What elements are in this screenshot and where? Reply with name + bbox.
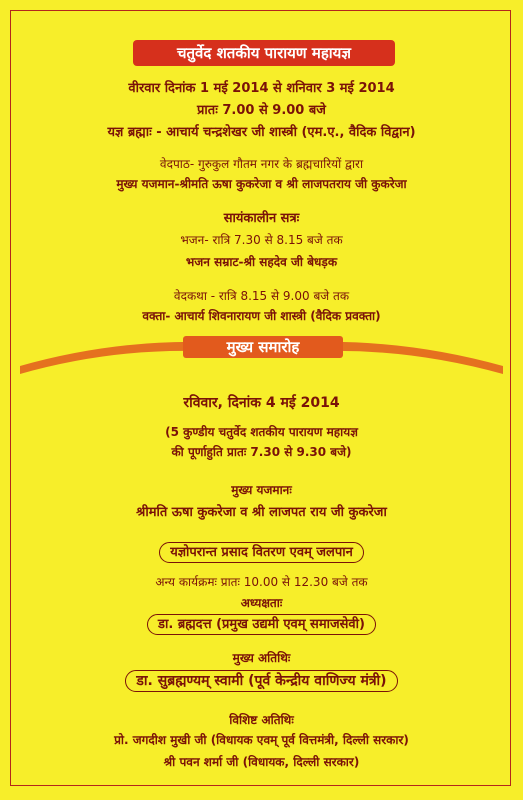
special-guest-1: प्रो. जगदीश मुखी जी (विधायक एवम् पूर्व वित्तमंत्री, दिल्ली सरकार) bbox=[114, 733, 409, 747]
event-title: चतुर्वेद शतकीय पारायण महायज्ञ bbox=[133, 40, 395, 66]
mukhya-yajman-label: मुख्य यजमानः bbox=[231, 483, 292, 497]
adhyakshata-label: अध्यक्षताः bbox=[240, 596, 283, 610]
date-range: वीरवार दिनांक 1 मई 2014 से शनिवार 3 मई 2014 bbox=[128, 81, 395, 96]
morning-time: प्रातः 7.00 से 9.00 बजे bbox=[197, 103, 326, 118]
prasad-box: यज्ञोपरान्त प्रसाद वितरण एवम् जलपान bbox=[159, 542, 364, 563]
chief-guest-box: डा. सुब्रह्मण्यम् स्वामी (पूर्व केन्द्रीय वाणिज्य मंत्री) bbox=[125, 670, 397, 692]
vedpath-line: वेदपाठ- गुरुकुल गौतम नगर के ब्रह्मचारियों द्वारा bbox=[159, 157, 364, 171]
bhajan-time: भजन- रात्रि 7.30 से 8.15 बजे तक bbox=[180, 233, 343, 247]
evening-session-heading: सायंकालीन सत्रः bbox=[223, 211, 300, 226]
yagya-brahma: यज्ञ ब्रह्माः - आचार्य चन्द्रशेखर जी शास्त्री (एम.ए., वैदिक विद्वान) bbox=[107, 125, 416, 140]
purnahuti-line-1: (5 कुण्डीय चतुर्वेद शतकीय पारायण महायज्ञ bbox=[165, 425, 358, 439]
vedkatha-time: वेदकथा - रात्रि 8.15 से 9.00 बजे तक bbox=[173, 289, 350, 303]
purnahuti-line-2: की पूर्णाहुति प्रातः 7.30 से 9.30 बजे) bbox=[171, 445, 352, 459]
adhyaksh-box: डा. ब्रह्मदत्त (प्रमुख उद्यमी एवम् समाजसेवी) bbox=[147, 614, 376, 635]
other-programs: अन्य कार्यक्रमः प्रातः 10.00 से 12.30 बजे तक bbox=[155, 575, 368, 589]
special-guest-2: श्री पवन शर्मा जी (विधायक, दिल्ली सरकार) bbox=[163, 755, 360, 769]
main-event-banner: मुख्य समारोह bbox=[183, 336, 343, 358]
bhajan-samrat: भजन सम्राट-श्री सहदेव जी बेधड़क bbox=[185, 255, 338, 269]
mukhya-yajman-line: मुख्य यजमान-श्रीमति ऊषा कुकरेजा व श्री लाजपतराय जी कुकरेजा bbox=[116, 177, 407, 191]
vakta-line: वक्ता- आचार्य शिवनारायण जी शास्त्री (वैदिक प्रवक्ता) bbox=[142, 309, 381, 323]
special-guests-label: विशिष्ट अतिथिः bbox=[229, 713, 294, 727]
chief-guest-label: मुख्य अतिथिः bbox=[232, 651, 291, 665]
main-date: रविवार, दिनांक 4 मई 2014 bbox=[183, 395, 340, 411]
mukhya-yajman-names: श्रीमति ऊषा कुकरेजा व श्री लाजपत राय जी कुकरेजा bbox=[136, 505, 387, 520]
